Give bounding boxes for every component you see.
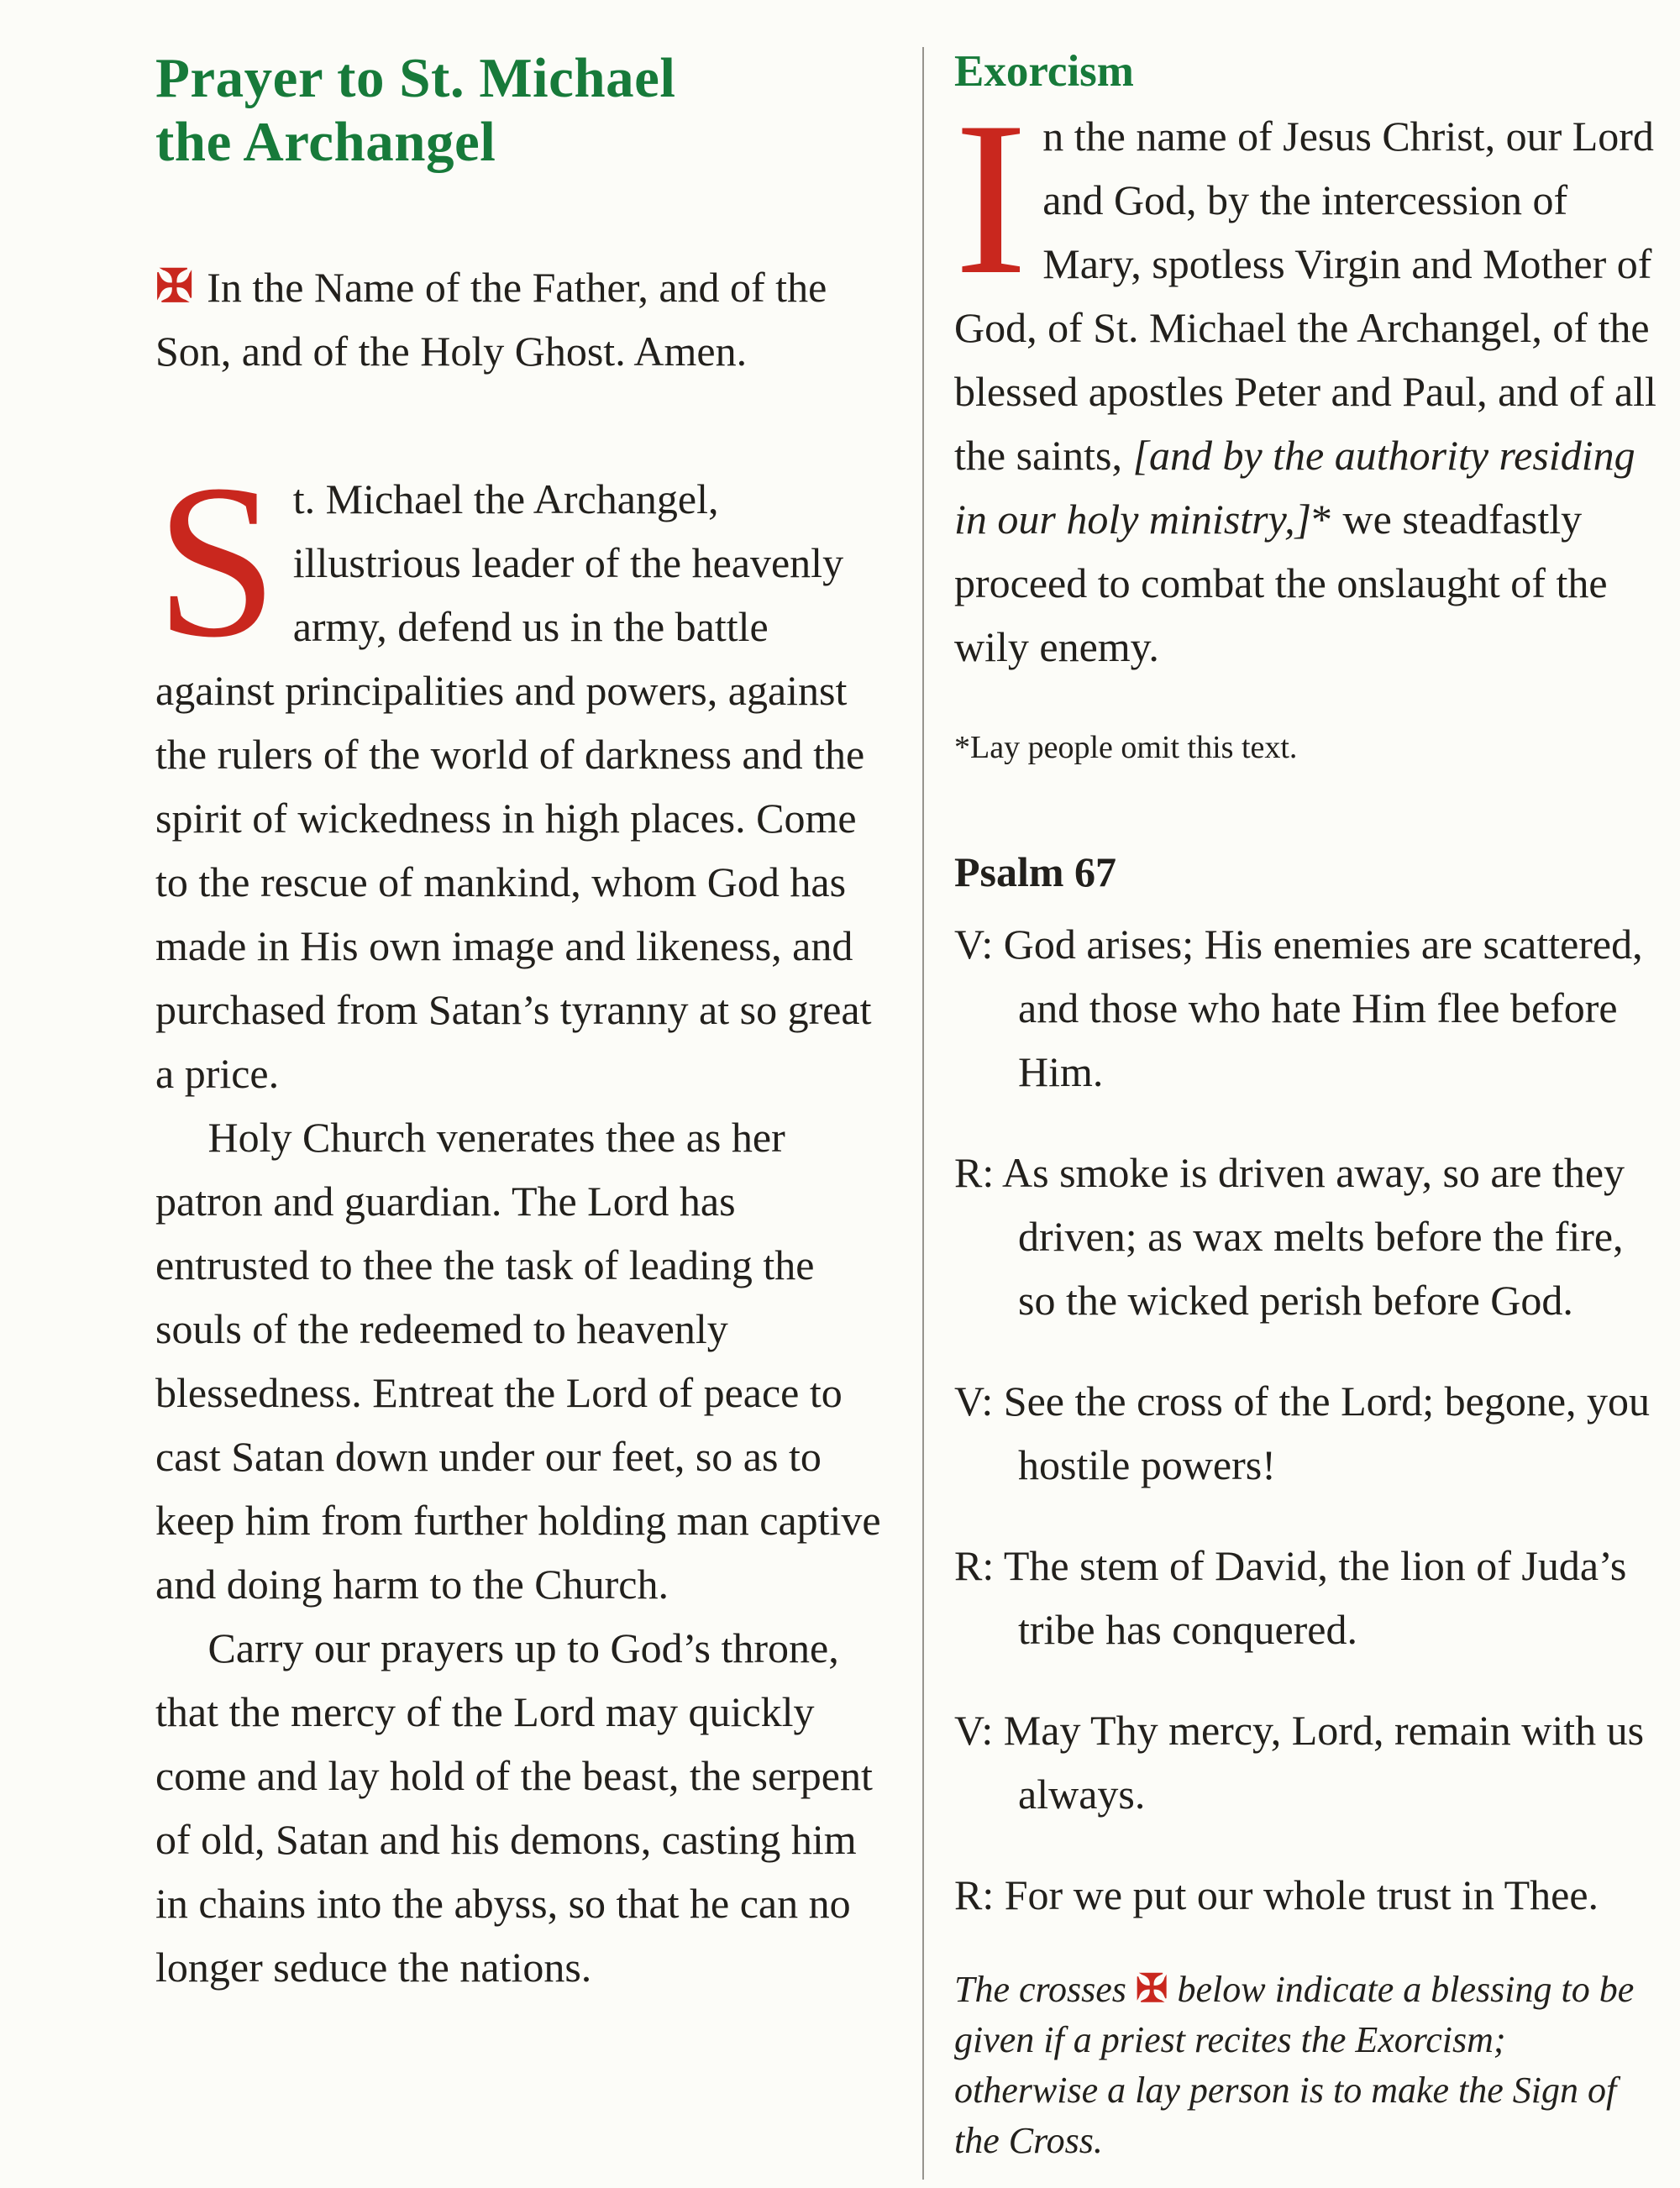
verse-text: As smoke is driven away, so are they driven; as wax melts before the fire, so the wicked perish before God. <box>1002 1149 1625 1325</box>
note-text-start: The crosses <box>954 1969 1136 2011</box>
dropcap-i: I <box>954 76 1028 321</box>
left-column <box>155 47 896 2180</box>
verse-text: God arises; His enemies are scattered, and those who hate Him flee before Him. <box>1003 921 1643 1096</box>
invocation-paragraph <box>155 254 896 383</box>
note-text-end: below indicate a blessing to be given if a priest recites the Exorcism; otherwise a lay person is to make the Sign of the Cross. <box>954 1969 1635 2162</box>
note-cross-icon: ✠ <box>1135 1967 1168 2011</box>
right-column <box>954 47 1658 2180</box>
blessing-cross-icon: ✠ <box>155 261 194 312</box>
verse-text: For we put our whole trust in Thee. <box>1004 1871 1599 1919</box>
verse-label: V: <box>954 1377 994 1425</box>
exorcism-text-end: * we steadfastly proceed to combat the onslaught of the wily enemy. <box>954 496 1608 671</box>
column-divider <box>922 47 924 2180</box>
prayer-title-line-2: the Archangel <box>155 110 496 173</box>
verse-label: R: <box>954 1871 995 1919</box>
dropcap-s: S <box>155 439 278 684</box>
invocation-text: In the Name of the Father, and of the Son, and of the Holy Ghost. Amen. <box>155 264 827 375</box>
verse-label: V: <box>954 1707 994 1755</box>
exorcism-text-start: n the name of Jesus Christ, our Lord and God, by the intercession of Mary, spotless Virgin and Mother of God, of St. Michael the Archangel, of the blessed apostles Peter and Paul, and of all the saints, <box>954 113 1656 480</box>
verse-text: The stem of David, the lion of Juda’s tribe has conquered. <box>1003 1542 1627 1654</box>
verse-label: R: <box>954 1149 995 1197</box>
verse-text: May Thy mercy, Lord, remain with us always. <box>1003 1707 1645 1818</box>
prayer-paragraph-1 <box>155 439 896 1105</box>
psalm-title: Psalm 67 <box>954 848 1117 896</box>
psalm-verse <box>954 1369 1658 1497</box>
verse-text: See the cross of the Lord; begone, you hostile powers! <box>1003 1377 1651 1489</box>
prayer-paragraph-3: Carry our prayers up to God’s throne, that the mercy of the Lord may quickly come and lay hold of the beast, the serpent of old, Satan and his demons, casting him in chains into the abyss, so that he can no longer seduce the nations. <box>155 1624 873 1991</box>
exorcism-text-italic: [and by the authority residing in our holy ministry,] <box>954 432 1635 543</box>
exorcism-title: Exorcism <box>954 47 1134 96</box>
verse-label: R: <box>954 1542 995 1590</box>
exorcism-paragraph <box>954 76 1658 679</box>
prayer-paragraph-2: Holy Church venerates thee as her patron and guardian. The Lord has entrusted to thee the task of leading the souls of the redeemed to heavenly blessedness. Entreat the Lord of peace to cast Satan down under our feet, so as to keep him from further holding man captive and doing harm to the Church. <box>155 1114 881 1608</box>
psalm-verse <box>954 1141 1658 1332</box>
crosses-instruction-note <box>954 1964 1658 2166</box>
psalm-verse <box>954 1863 1658 1927</box>
lay-people-footnote: *Lay people omit this text. <box>954 730 1298 766</box>
psalm-verse <box>954 912 1658 1104</box>
psalm-verse <box>954 1534 1658 1661</box>
psalm-verse <box>954 1698 1658 1826</box>
prayer-title <box>155 47 896 174</box>
prayer-title-line-1: Prayer to St. Michael <box>155 47 676 109</box>
verse-label: V: <box>954 921 994 968</box>
prayer-paragraph-1-text: t. Michael the Archangel, illustrious leader of the heavenly army, defend us in the battle against principalities and powers, against the rulers of the world of darkness and the spirit of wickedness in high places. Come to the rescue of mankind, whom God has made in His own image and likeness, and purchased from Satan’s tyranny at so great a price. <box>155 475 872 1098</box>
